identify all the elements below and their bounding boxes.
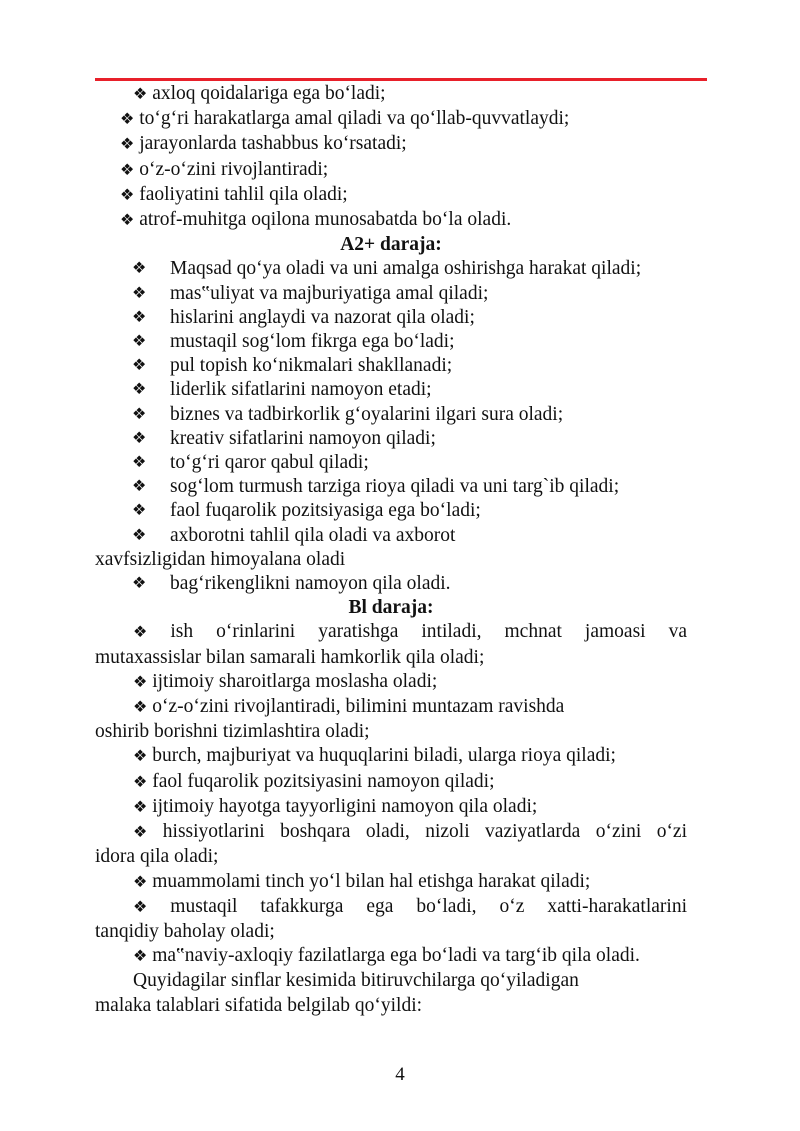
list-item-continuation: idora qila oladi; bbox=[95, 846, 219, 868]
list-item: ❖ atrof-muhitga oqilona munosabatda bo‘la oladi. bbox=[95, 208, 687, 233]
diamond-bullet-icon: ❖ bbox=[132, 575, 147, 593]
diamond-bullet-icon: ❖ bbox=[133, 748, 148, 766]
list-item: ❖ axborotni tahlil qila oladi va axborot bbox=[95, 524, 687, 548]
diamond-bullet-icon: ❖ bbox=[133, 824, 148, 842]
section-b1-list bbox=[95, 620, 687, 969]
list-item-continuation: xavfsizligidan himoyalana oladi bbox=[95, 548, 346, 570]
list-item: ❖ faol fuqarolik pozitsiyasiga ega bo‘ladi; bbox=[95, 499, 687, 523]
diamond-bullet-icon: ❖ bbox=[133, 699, 148, 717]
section-top-list bbox=[95, 82, 687, 233]
diamond-bullet-icon: ❖ bbox=[120, 136, 135, 154]
diamond-bullet-icon: ❖ bbox=[133, 673, 148, 691]
closing-paragraph-line-1: Quyidagilar sinflar kesimida bitiruvchilarga qo‘yiladigan bbox=[133, 970, 579, 992]
list-item-continuation: tanqidiy baholay oladi; bbox=[95, 920, 275, 942]
list-item: ❖ burch, majburiyat va huquqlarini biladi, ularga rioya qiladi; bbox=[95, 744, 687, 769]
list-item-continuation: oshirib borishni tizimlashtira oladi; bbox=[95, 721, 370, 743]
diamond-bullet-icon: ❖ bbox=[133, 624, 148, 642]
diamond-bullet-icon: ❖ bbox=[132, 429, 147, 447]
list-item: ❖ muammolami tinch yo‘l bilan hal etishga harakat qiladi; bbox=[95, 870, 687, 895]
diamond-bullet-icon: ❖ bbox=[132, 333, 147, 351]
diamond-bullet-icon: ❖ bbox=[132, 284, 147, 302]
section-title-a2: A2+ daraja: bbox=[340, 234, 442, 256]
diamond-bullet-icon: ❖ bbox=[133, 873, 148, 891]
diamond-bullet-icon: ❖ bbox=[133, 773, 148, 791]
diamond-bullet-icon: ❖ bbox=[133, 898, 148, 916]
list-item: ❖ liderlik sifatlarini namoyon etadi; bbox=[95, 378, 687, 402]
list-item: ❖ ijtimoiy sharoitlarga moslasha oladi; bbox=[95, 670, 687, 695]
list-item: ❖ ijtimoiy hayotga tayyorligini namoyon qila oladi; bbox=[95, 795, 687, 820]
list-item: ❖ mas‟uliyat va majburiyatiga amal qiladi; bbox=[95, 282, 687, 306]
section-a2-list bbox=[95, 257, 687, 596]
diamond-bullet-icon: ❖ bbox=[120, 161, 135, 179]
diamond-bullet-icon: ❖ bbox=[133, 948, 148, 966]
list-item: ❖ biznes va tadbirkorlik g‘oyalarini ilgari sura oladi; bbox=[95, 403, 687, 427]
list-item: ❖ o‘z-o‘zini rivojlantiradi, bilimini muntazam ravishda bbox=[95, 695, 687, 720]
list-item: ❖ pul topish ko‘nikmalari shakllanadi; bbox=[95, 354, 687, 378]
list-item: ❖ sog‘lom turmush tarziga rioya qiladi va uni targ`ib qiladi; bbox=[95, 475, 687, 499]
diamond-bullet-icon: ❖ bbox=[132, 526, 147, 544]
list-item: ❖ ma‟naviy-axloqiy fazilatlarga ega bo‘ladi va targ‘ib qila oladi. bbox=[95, 944, 687, 969]
list-item: ❖ ish o‘rinlarini yaratishga intiladi, mchnat jamoasi va bbox=[95, 620, 687, 645]
list-item: ❖ Maqsad qo‘ya oladi va uni amalga oshirishga harakat qiladi; bbox=[95, 257, 687, 281]
list-item: ❖ hissiyotlarini boshqara oladi, nizoli vaziyatlarda o‘zini o‘zi bbox=[95, 820, 687, 845]
diamond-bullet-icon: ❖ bbox=[120, 186, 135, 204]
list-item: ❖ kreativ sifatlarini namoyon qiladi; bbox=[95, 427, 687, 451]
list-item: ❖ jarayonlarda tashabbus ko‘rsatadi; bbox=[95, 132, 687, 157]
diamond-bullet-icon: ❖ bbox=[132, 502, 147, 520]
diamond-bullet-icon: ❖ bbox=[120, 212, 135, 230]
diamond-bullet-icon: ❖ bbox=[132, 357, 147, 375]
diamond-bullet-icon: ❖ bbox=[132, 405, 147, 423]
diamond-bullet-icon: ❖ bbox=[132, 308, 147, 326]
list-item: ❖ bag‘rikenglikni namoyon qila oladi. bbox=[95, 572, 687, 596]
diamond-bullet-icon: ❖ bbox=[132, 260, 147, 278]
page-number: 4 bbox=[395, 1064, 405, 1085]
diamond-bullet-icon: ❖ bbox=[120, 111, 135, 129]
list-item: ❖ faoliyatini tahlil qila oladi; bbox=[95, 183, 687, 208]
section-title-b1: Bl daraja: bbox=[348, 597, 434, 619]
list-item: ❖ faol fuqarolik pozitsiyasini namoyon qiladi; bbox=[95, 770, 687, 795]
list-item: ❖ mustaqil tafakkurga ega bo‘ladi, o‘z xatti-harakatlarini bbox=[95, 895, 687, 920]
list-item: ❖ to‘g‘ri harakatlarga amal qiladi va qo‘llab-quvvatlaydi; bbox=[95, 107, 687, 132]
list-item: ❖ mustaqil sog‘lom fikrga ega bo‘ladi; bbox=[95, 330, 687, 354]
header-rule bbox=[95, 78, 707, 81]
diamond-bullet-icon: ❖ bbox=[132, 454, 147, 472]
list-item: ❖ o‘z-o‘zini rivojlantiradi; bbox=[95, 158, 687, 183]
diamond-bullet-icon: ❖ bbox=[133, 86, 148, 103]
list-item: ❖ to‘g‘ri qaror qabul qiladi; bbox=[95, 451, 687, 475]
closing-paragraph-line-2: malaka talablari sifatida belgilab qo‘yildi: bbox=[95, 994, 423, 1016]
page-body bbox=[95, 82, 687, 1018]
list-item-continuation: mutaxassislar bilan samarali hamkorlik qila oladi; bbox=[95, 646, 485, 668]
list-item: ❖ axloq qoidalariga ega bo‘ladi; bbox=[95, 82, 687, 107]
list-item: ❖ hislarini anglaydi va nazorat qila oladi; bbox=[95, 306, 687, 330]
diamond-bullet-icon: ❖ bbox=[132, 381, 147, 399]
diamond-bullet-icon: ❖ bbox=[132, 478, 147, 496]
diamond-bullet-icon: ❖ bbox=[133, 798, 148, 816]
